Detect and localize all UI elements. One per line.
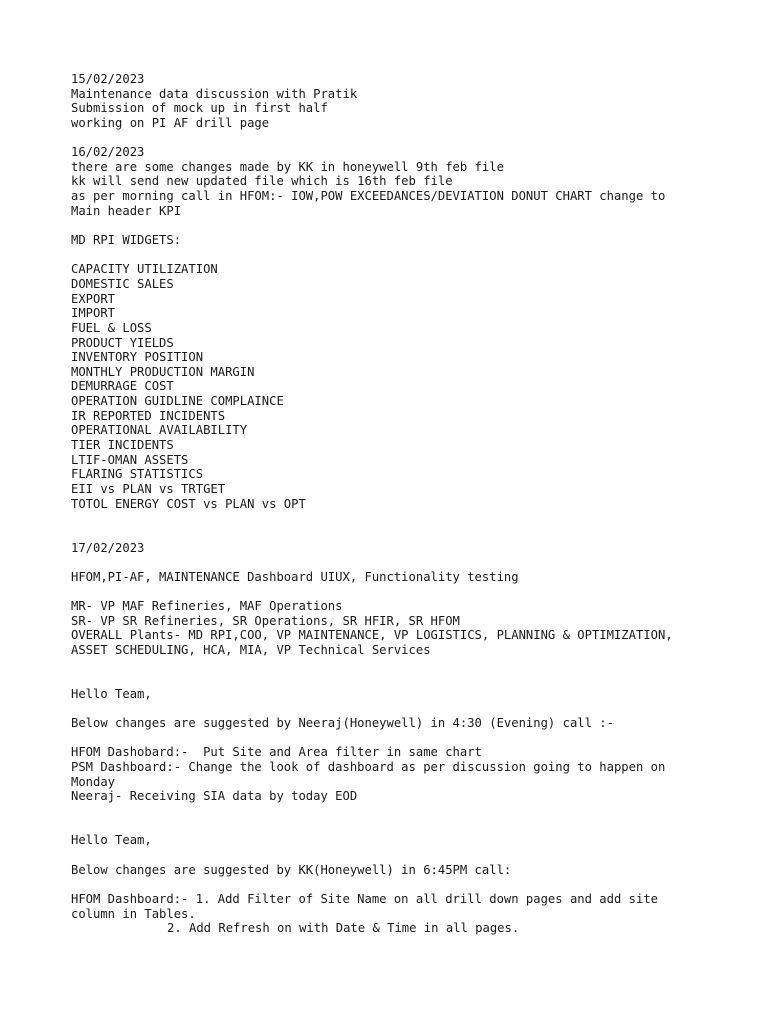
blank-line [71,526,731,541]
blank-line [71,804,731,819]
widget-item: IR REPORTED INCIDENTS [71,408,226,423]
message-intro: Below changes are suggested by KK(Honeywell) in 6:45PM call: [71,862,512,877]
role-line: OVERALL Plants- MD RPI,COO, VP MAINTENANCE, VP LOGISTICS, PLANNING & OPTIMIZATION, [71,628,673,643]
widget-item: TIER INCIDENTS [71,438,174,453]
greeting: Hello Team, [71,686,152,701]
note-line: there are some changes made by KK in honeywell 9th feb file [71,159,504,174]
blank-line [71,702,731,717]
blank-line [71,658,731,673]
widget-item: IMPORT [71,306,116,321]
document-body [71,72,731,936]
widget-item: INVENTORY POSITION [71,350,204,365]
note-line: column in Tables. [71,906,196,921]
note-line: PSM Dashboard:- Change the look of dashboard as per discussion going to happen on [71,760,666,775]
role-line: ASSET SCHEDULING, HCA, MIA, VP Technical Services [71,642,431,657]
widgets-heading: MD RPI WIDGETS: [71,233,182,248]
widget-item: PRODUCT YIELDS [71,335,174,350]
note-line: HFOM Dashboard:- 1. Add Filter of Site Name on all drill down pages and add site [71,891,658,906]
note-line: kk will send new updated file which is 16th feb file [71,174,453,189]
role-line: MR- VP MAF Refineries, MAF Operations [71,599,343,614]
note-line: working on PI AF drill page [71,115,270,130]
greeting: Hello Team, [71,833,152,848]
note-line: Submission of mock up in first half [71,101,328,116]
blank-line [71,248,731,263]
note-line: as per morning call in HFOM:- IOW,POW EXCEEDANCES/DEVIATION DONUT CHART change to [71,189,666,204]
blank-line [71,511,731,526]
blank-line [71,584,731,599]
note-line: Neeraj- Receiving SIA data by today EOD [71,789,358,804]
widget-item: DOMESTIC SALES [71,276,174,291]
note-line: HFOM,PI-AF, MAINTENANCE Dashboard UIUX, Functionality testing [71,569,519,584]
blank-line [71,555,731,570]
widget-item: MONTHLY PRODUCTION MARGIN [71,364,255,379]
blank-line [71,218,731,233]
blank-line [71,731,731,746]
widget-item: LTIF-OMAN ASSETS [71,452,189,467]
note-line: Main header KPI [71,203,182,218]
entry-date: 17/02/2023 [71,540,145,555]
widget-item: FLARING STATISTICS [71,467,204,482]
widget-item: CAPACITY UTILIZATION [71,262,218,277]
note-line: Monday [71,774,116,789]
blank-line [71,848,731,863]
widget-item: EII vs PLAN vs TRTGET [71,481,226,496]
blank-line [71,819,731,834]
widget-item: OPERATIONAL AVAILABILITY [71,423,248,438]
entry-date: 15/02/2023 [71,72,145,86]
blank-line [71,131,731,146]
role-line: SR- VP SR Refineries, SR Operations, SR HFIR, SR HFOM [71,613,460,628]
blank-line [71,877,731,892]
widget-item: EXPORT [71,291,116,306]
widget-item: DEMURRAGE COST [71,379,174,394]
message-intro: Below changes are suggested by Neeraj(Honeywell) in 4:30 (Evening) call :- [71,716,614,731]
note-line-indented: 2. Add Refresh on with Date & Time in all pages. [167,921,520,936]
entry-date: 16/02/2023 [71,145,145,160]
widget-item: FUEL & LOSS [71,320,152,335]
widget-item: TOTOL ENERGY COST vs PLAN vs OPT [71,496,306,511]
widget-list [71,262,731,511]
widget-item: OPERATION GUIDLINE COMPLAINCE [71,394,284,409]
note-line: HFOM Dashobard:- Put Site and Area filter in same chart [71,745,482,760]
blank-line [71,672,731,687]
note-line: Maintenance data discussion with Pratik [71,86,358,101]
